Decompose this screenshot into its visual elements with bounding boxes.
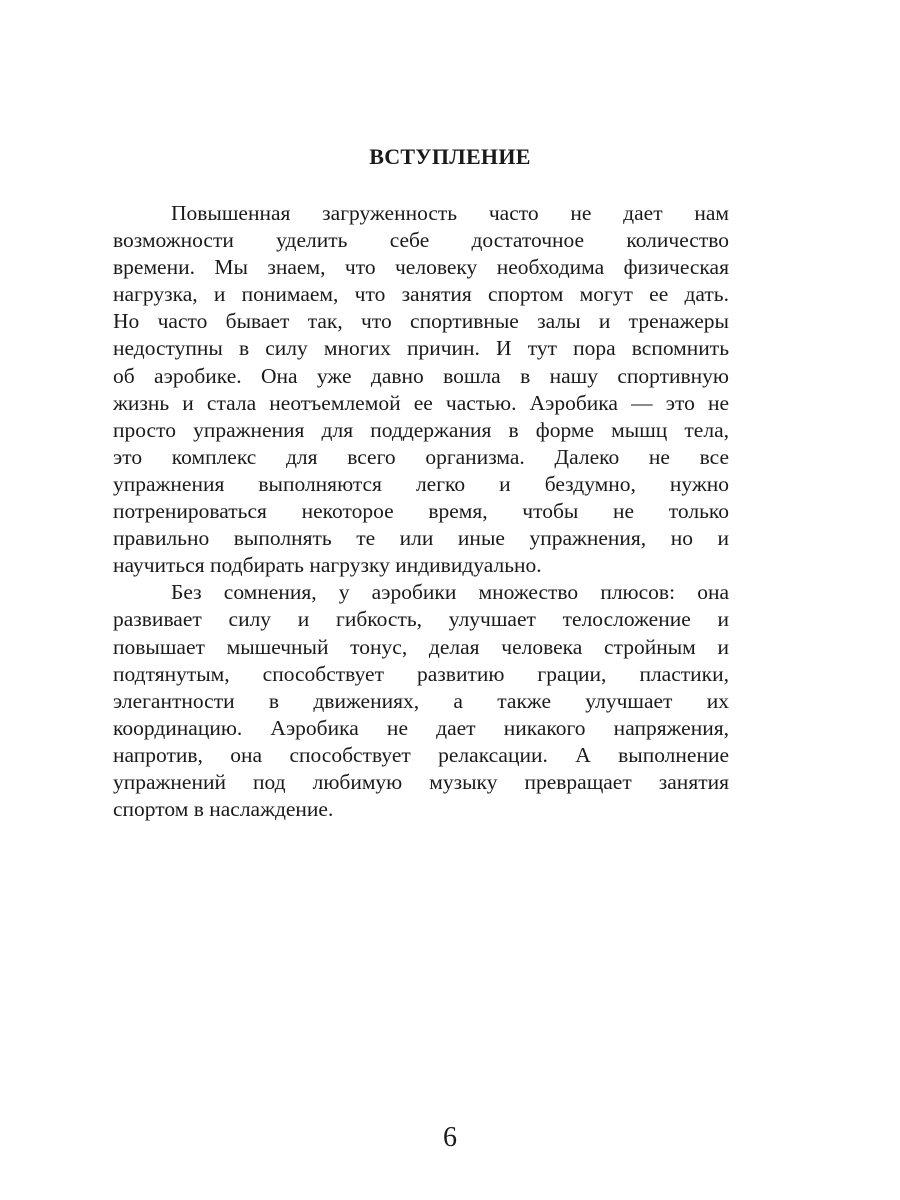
text-line: времени. Мы знаем, что человеку необходима физическая xyxy=(113,255,729,280)
text-line: Но часто бывает так, что спортивные залы и тренажеры xyxy=(113,309,729,334)
text-line: Без сомнения, у аэробики множество плюсов: она xyxy=(171,580,729,605)
page-number: 6 xyxy=(443,1122,457,1153)
text-line: научиться подбирать нагрузку индивидуально. xyxy=(113,553,542,578)
text-line: нагрузка, и понимаем, что занятия спортом могут ее дать. xyxy=(113,282,729,307)
text-line: упражнений под любимую музыку превращает занятия xyxy=(113,769,729,794)
text-line: просто упражнения для поддержания в форме мышц тела, xyxy=(113,417,729,442)
text-line: элегантности в движениях, а также улучшает их xyxy=(113,688,729,713)
text-line: возможности уделить себе достаточное количество xyxy=(113,228,729,253)
text-line: подтянутым, способствует развитию грации, пластики, xyxy=(113,661,729,686)
chapter-heading: ВСТУПЛЕНИЕ xyxy=(369,144,531,169)
text-line: жизнь и стала неотъемлемой ее частью. Аэробика — это не xyxy=(113,390,729,415)
text-line: повышает мышечный тонус, делая человека стройным и xyxy=(113,634,729,659)
text-line: напротив, она способствует релаксации. А выполнение xyxy=(113,742,729,767)
text-line: Повышенная загруженность часто не дает нам xyxy=(171,201,729,225)
text-line: упражнения выполняются легко и бездумно, нужно xyxy=(113,471,729,496)
text-line: правильно выполнять те или иные упражнения, но и xyxy=(113,526,729,551)
text-line: недоступны в силу многих причин. И тут пора вспомнить xyxy=(113,336,729,361)
text-line: спортом в наслаждение. xyxy=(113,797,334,822)
text-line: развивает силу и гибкость, улучшает телосложение и xyxy=(113,607,729,632)
text-line: потренироваться некоторое время, чтобы не только xyxy=(113,499,729,524)
paragraph xyxy=(113,200,729,579)
text-line: об аэробике. Она уже давно вошла в нашу спортивную xyxy=(113,363,729,388)
text-line: координацию. Аэробика не дает никакого напряжения, xyxy=(113,715,729,740)
paragraph xyxy=(113,579,729,823)
body-text xyxy=(113,200,729,823)
text-line: это комплекс для всего организма. Далеко не все xyxy=(113,444,729,469)
